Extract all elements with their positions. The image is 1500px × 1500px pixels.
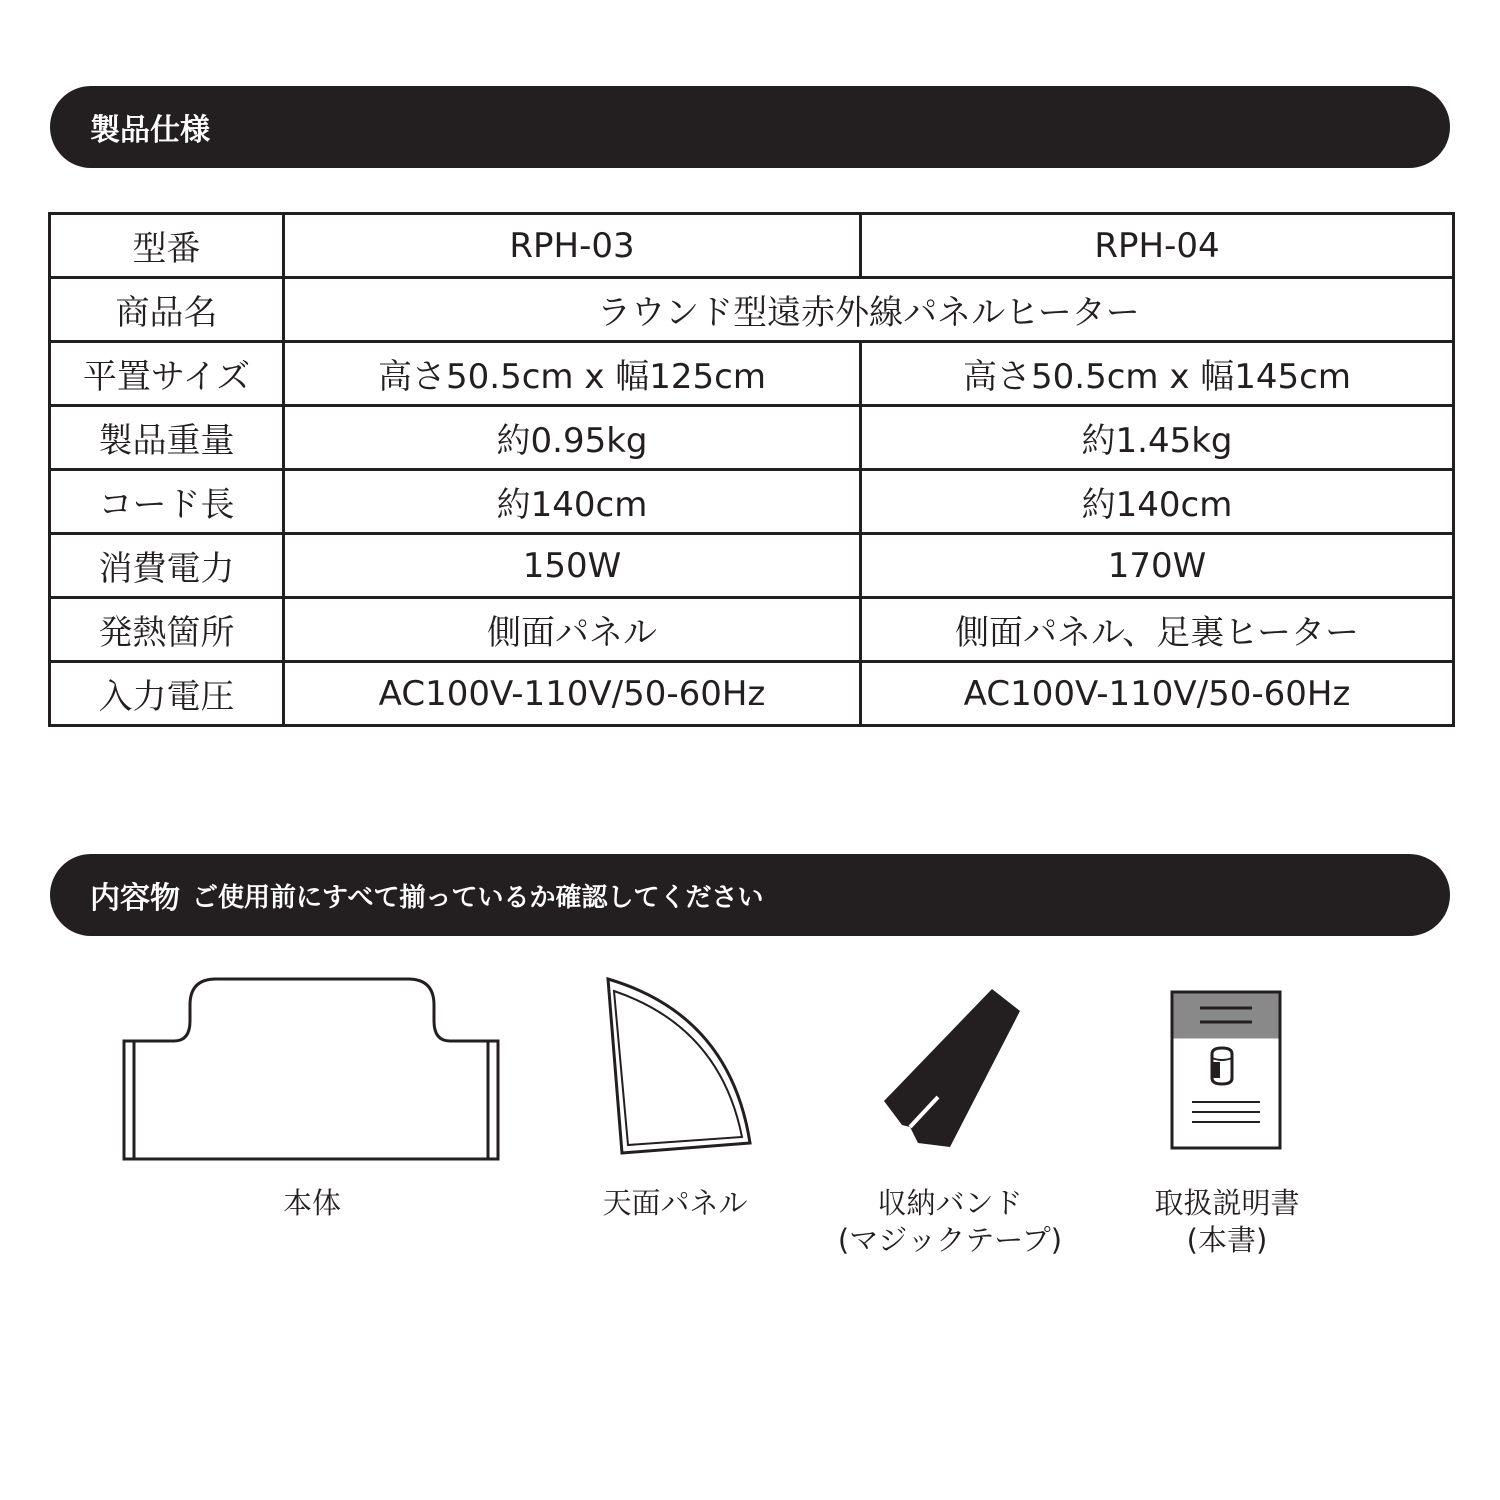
storage-band-icon	[880, 985, 1025, 1150]
item-label: 天面パネル	[602, 1186, 748, 1220]
rph04-value: 約1.45kg	[861, 406, 1454, 470]
table-row	[50, 470, 1454, 534]
table-row	[50, 406, 1454, 470]
rph03-value: 高さ50.5cm x 幅125cm	[284, 342, 861, 406]
heater-body-icon	[120, 975, 505, 1165]
rph03-value: 150W	[284, 534, 861, 598]
rph03-value: 約140cm	[284, 470, 861, 534]
spec-section-title: 製品仕様	[90, 113, 210, 148]
table-row	[50, 662, 1454, 726]
table-row	[50, 598, 1454, 662]
table-row	[50, 214, 1454, 278]
table-row	[50, 342, 1454, 406]
table-row	[50, 534, 1454, 598]
rph04-value: RPH-04	[861, 214, 1454, 278]
row-label: 製品重量	[50, 406, 284, 470]
contents-section-subtitle: ご使用前にすべて揃っているか確認してください	[192, 882, 764, 913]
item-caption-band	[800, 1185, 1100, 1259]
item-label: 取扱説明書	[1154, 1186, 1300, 1220]
rph03-value: 側面パネル	[284, 598, 861, 662]
top-panel-icon	[600, 975, 760, 1160]
row-label: 消費電力	[50, 534, 284, 598]
row-label: 商品名	[50, 278, 284, 342]
rph03-value: AC100V-110V/50-60Hz	[284, 662, 861, 726]
rph04-value: 約140cm	[861, 470, 1454, 534]
row-label: 型番	[50, 214, 284, 278]
item-sublabel: (本書)	[1186, 1223, 1268, 1257]
rph04-value: 高さ50.5cm x 幅145cm	[861, 342, 1454, 406]
rph04-value: 170W	[861, 534, 1454, 598]
rph04-value: AC100V-110V/50-60Hz	[861, 662, 1454, 726]
product-name-value: ラウンド型遠赤外線パネルヒーター	[284, 278, 1454, 342]
spec-section-header	[50, 86, 1450, 168]
item-label: 収納バンド	[877, 1186, 1023, 1220]
row-label: コード長	[50, 470, 284, 534]
table-row	[50, 278, 1454, 342]
contents-section-header	[50, 854, 1450, 936]
row-label: 平置サイズ	[50, 342, 284, 406]
item-sublabel: (マジックテープ)	[837, 1223, 1063, 1257]
rph04-value: 側面パネル、足裏ヒーター	[861, 598, 1454, 662]
rph03-value: RPH-03	[284, 214, 861, 278]
item-caption-top-panel	[525, 1185, 825, 1222]
item-label: 本体	[282, 1186, 341, 1220]
item-caption-manual	[1077, 1185, 1377, 1259]
spec-table	[48, 212, 1455, 727]
row-label: 発熱箇所	[50, 598, 284, 662]
manual-icon	[1170, 990, 1282, 1150]
row-label: 入力電圧	[50, 662, 284, 726]
contents-section-title: 内容物	[90, 881, 180, 916]
item-caption-body	[162, 1185, 462, 1222]
rph03-value: 約0.95kg	[284, 406, 861, 470]
